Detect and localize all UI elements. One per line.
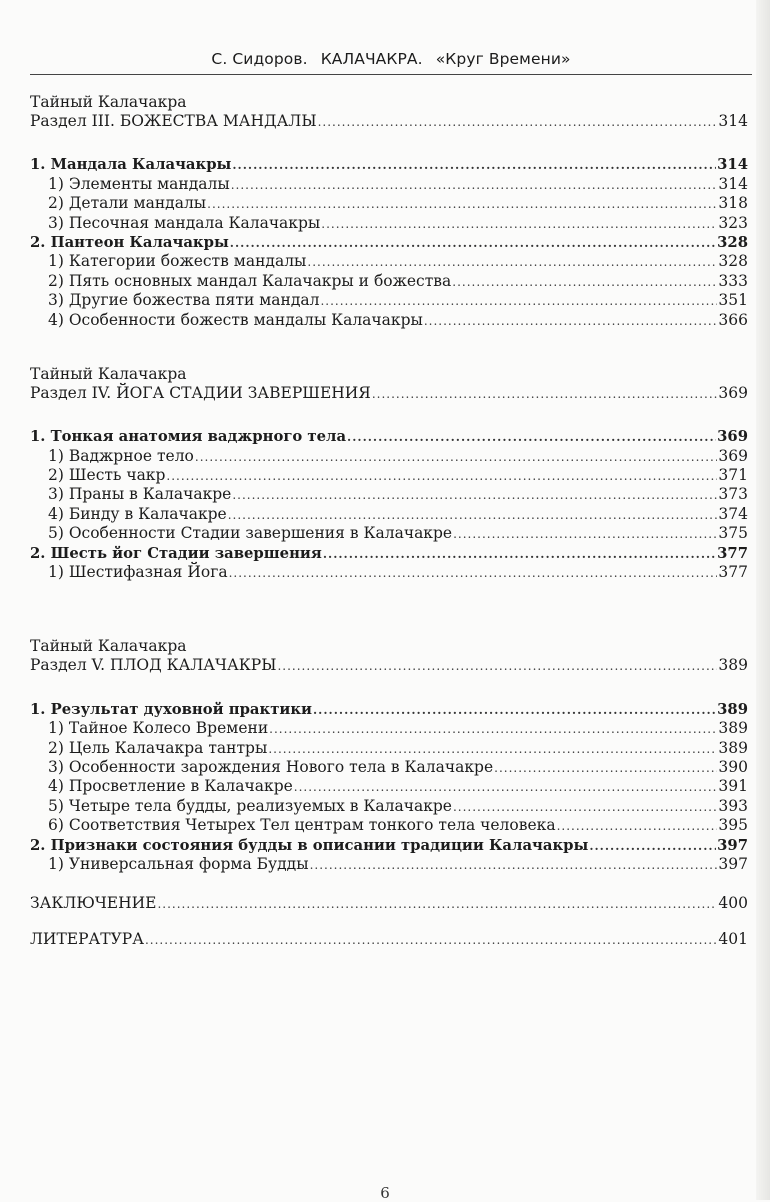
- item-page: 351: [718, 291, 748, 310]
- leader-dots: [589, 837, 716, 856]
- page-number: 6: [380, 1184, 390, 1202]
- chapter-page: 328: [717, 233, 748, 251]
- toc-section[interactable]: [30, 656, 748, 675]
- item-page: 318: [718, 194, 748, 213]
- item-page: 389: [718, 719, 748, 738]
- toc-item[interactable]: [30, 272, 748, 291]
- section-page: 369: [718, 383, 748, 402]
- toc-item[interactable]: [30, 563, 748, 582]
- leader-dots: [232, 486, 717, 505]
- toc-item[interactable]: [30, 252, 748, 271]
- leader-dots: [318, 113, 718, 132]
- part-label: Тайный Калачакра: [30, 93, 187, 111]
- item-page: 369: [718, 446, 748, 465]
- back-matter-title: ЗАКЛЮЧЕНИЕ: [30, 894, 157, 913]
- toc-item[interactable]: [30, 797, 748, 816]
- item-title: 4) Просветление в Калачакре: [48, 777, 293, 796]
- item-page: 389: [718, 738, 748, 757]
- toc-item[interactable]: [30, 311, 748, 330]
- toc-item[interactable]: [30, 447, 748, 466]
- header-title: КАЛАЧАКРА.: [320, 50, 423, 68]
- leader-dots: [195, 448, 718, 467]
- leader-dots: [557, 817, 718, 836]
- chapter-page: 397: [717, 836, 748, 854]
- item-title: 4) Бинду в Калачакре: [48, 504, 227, 523]
- back-matter: [30, 894, 748, 952]
- chapter-title: 2. Пантеон Калачакры: [30, 233, 229, 251]
- item-title: 1) Шестифазная Йога: [48, 563, 228, 582]
- leader-dots: [310, 856, 718, 875]
- toc-item[interactable]: [30, 758, 748, 777]
- leader-dots: [268, 740, 717, 759]
- toc-chapter[interactable]: [30, 836, 748, 855]
- leader-dots: [313, 701, 716, 720]
- toc-item[interactable]: [30, 777, 748, 796]
- item-title: 6) Соответствия Четырех Тел центрам тонкого тела человека: [48, 816, 556, 835]
- section-title: Раздел V. ПЛОД КАЛАЧАКРЫ: [30, 656, 277, 675]
- item-page: 393: [718, 796, 748, 815]
- toc-chapter[interactable]: [30, 233, 748, 252]
- item-title: 3) Песочная мандала Калачакры: [48, 213, 321, 232]
- leader-dots: [424, 312, 718, 331]
- item-page: 374: [718, 504, 748, 523]
- leader-dots: [347, 428, 716, 447]
- toc-part: [30, 636, 748, 874]
- item-title: 1) Универсальная форма Будды: [48, 854, 309, 873]
- item-page: 377: [718, 563, 748, 582]
- item-title: 1) Элементы мандалы: [48, 174, 230, 193]
- leader-dots: [157, 895, 717, 914]
- chapter-page: 377: [717, 544, 748, 562]
- section-title: Раздел IV. ЙОГА СТАДИИ ЗАВЕРШЕНИЯ: [30, 383, 371, 402]
- item-title: 3) Другие божества пяти мандал: [48, 291, 320, 310]
- item-title: 5) Четыре тела будды, реализуемых в Калачакре: [48, 796, 452, 815]
- item-title: 5) Особенности Стадии завершения в Калачакре: [48, 524, 453, 543]
- leader-dots: [372, 385, 718, 404]
- toc-item[interactable]: [30, 524, 748, 543]
- chapter-title: 1. Результат духовной практики: [30, 700, 312, 718]
- toc-back-matter-conclusion[interactable]: [30, 894, 748, 916]
- toc-part: [30, 92, 748, 330]
- section-page: 314: [718, 112, 748, 130]
- leader-dots: [269, 720, 717, 739]
- chapter-title: 2. Шесть йог Стадии завершения: [30, 544, 322, 562]
- leader-dots: [294, 778, 718, 797]
- back-matter-title: ЛИТЕРАТУРА: [30, 930, 144, 949]
- toc-item[interactable]: [30, 194, 748, 213]
- item-title: 1) Категории божеств мандалы: [48, 252, 307, 271]
- item-page: 395: [718, 816, 748, 835]
- leader-dots: [307, 253, 717, 272]
- toc-item[interactable]: [30, 291, 748, 310]
- toc-back-matter-literature[interactable]: [30, 930, 748, 952]
- chapter-page: 314: [717, 156, 748, 174]
- part-label: Тайный Калачакра: [30, 637, 187, 656]
- item-page: 323: [718, 213, 748, 232]
- item-title: 3) Особенности зарождения Нового тела в Калачакре: [48, 757, 494, 776]
- toc-item[interactable]: [30, 816, 748, 835]
- toc-item[interactable]: [30, 719, 748, 738]
- leader-dots: [166, 467, 717, 486]
- item-page: 328: [718, 252, 748, 271]
- toc-chapter[interactable]: [30, 544, 748, 563]
- toc-item[interactable]: [30, 505, 748, 524]
- item-page: 371: [718, 466, 748, 485]
- running-header: [30, 50, 752, 68]
- item-page: 366: [718, 310, 748, 329]
- section-title: Раздел III. БОЖЕСТВА МАНДАЛЫ: [30, 112, 317, 130]
- chapter-page: 389: [717, 700, 748, 718]
- item-page: 390: [718, 757, 748, 776]
- page-edge-shadow: [756, 0, 770, 1200]
- toc-item[interactable]: [30, 485, 748, 504]
- leader-dots: [452, 273, 717, 292]
- item-title: 2) Шесть чакр: [48, 466, 166, 485]
- leader-dots: [229, 564, 718, 583]
- back-matter-page: 401: [718, 930, 748, 949]
- leader-dots: [320, 292, 717, 311]
- item-title: 2) Детали мандалы: [48, 194, 207, 213]
- header-subtitle: «Круг Времени»: [435, 50, 571, 68]
- toc-item[interactable]: [30, 855, 748, 874]
- item-page: 333: [718, 271, 748, 290]
- part-label: Тайный Калачакра: [30, 364, 187, 383]
- chapter-page: 369: [717, 428, 748, 446]
- toc-item[interactable]: [30, 214, 748, 233]
- item-title: 2) Цель Калачакра тантры: [48, 738, 268, 757]
- item-title: 1) Ваджрное тело: [48, 446, 194, 465]
- item-page: 373: [718, 485, 748, 504]
- leader-dots: [321, 215, 717, 234]
- item-page: 314: [718, 174, 748, 193]
- leader-dots: [277, 657, 717, 676]
- item-page: 375: [718, 524, 748, 543]
- toc-section[interactable]: [30, 384, 748, 403]
- item-title: 3) Праны в Калачакре: [48, 485, 232, 504]
- leader-dots: [145, 931, 717, 950]
- toc-item[interactable]: [30, 739, 748, 758]
- item-title: 1) Тайное Колесо Времени: [48, 719, 269, 738]
- toc-chapter[interactable]: [30, 155, 748, 174]
- item-page: 397: [718, 854, 748, 873]
- item-title: 2) Пять основных мандал Калачакры и божества: [48, 271, 452, 290]
- toc-item[interactable]: [30, 466, 748, 485]
- toc-section[interactable]: [30, 112, 748, 131]
- back-matter-page: 400: [718, 894, 748, 913]
- leader-dots: [453, 798, 717, 817]
- toc-item[interactable]: [30, 175, 748, 194]
- chapter-title: 1. Тонкая анатомия ваджрного тела: [30, 428, 347, 446]
- toc-part: [30, 364, 748, 583]
- section-page: 389: [718, 656, 748, 675]
- toc-chapter[interactable]: [30, 700, 748, 719]
- item-title: 4) Особенности божеств мандалы Калачакры: [48, 310, 423, 329]
- leader-dots: [453, 525, 717, 544]
- header-rule: [30, 74, 752, 75]
- leader-dots: [494, 759, 717, 778]
- leader-dots: [207, 195, 717, 214]
- leader-dots: [228, 506, 718, 525]
- leader-dots: [231, 176, 718, 195]
- table-of-contents: [30, 92, 748, 952]
- header-author: С. Сидоров.: [211, 50, 308, 68]
- chapter-title: 2. Признаки состояния будды в описании традиции Калачакры: [30, 836, 589, 854]
- leader-dots: [230, 234, 716, 253]
- item-page: 391: [718, 777, 748, 796]
- leader-dots: [232, 156, 716, 175]
- leader-dots: [323, 545, 716, 564]
- chapter-title: 1. Мандала Калачакры: [30, 156, 232, 174]
- toc-chapter[interactable]: [30, 427, 748, 446]
